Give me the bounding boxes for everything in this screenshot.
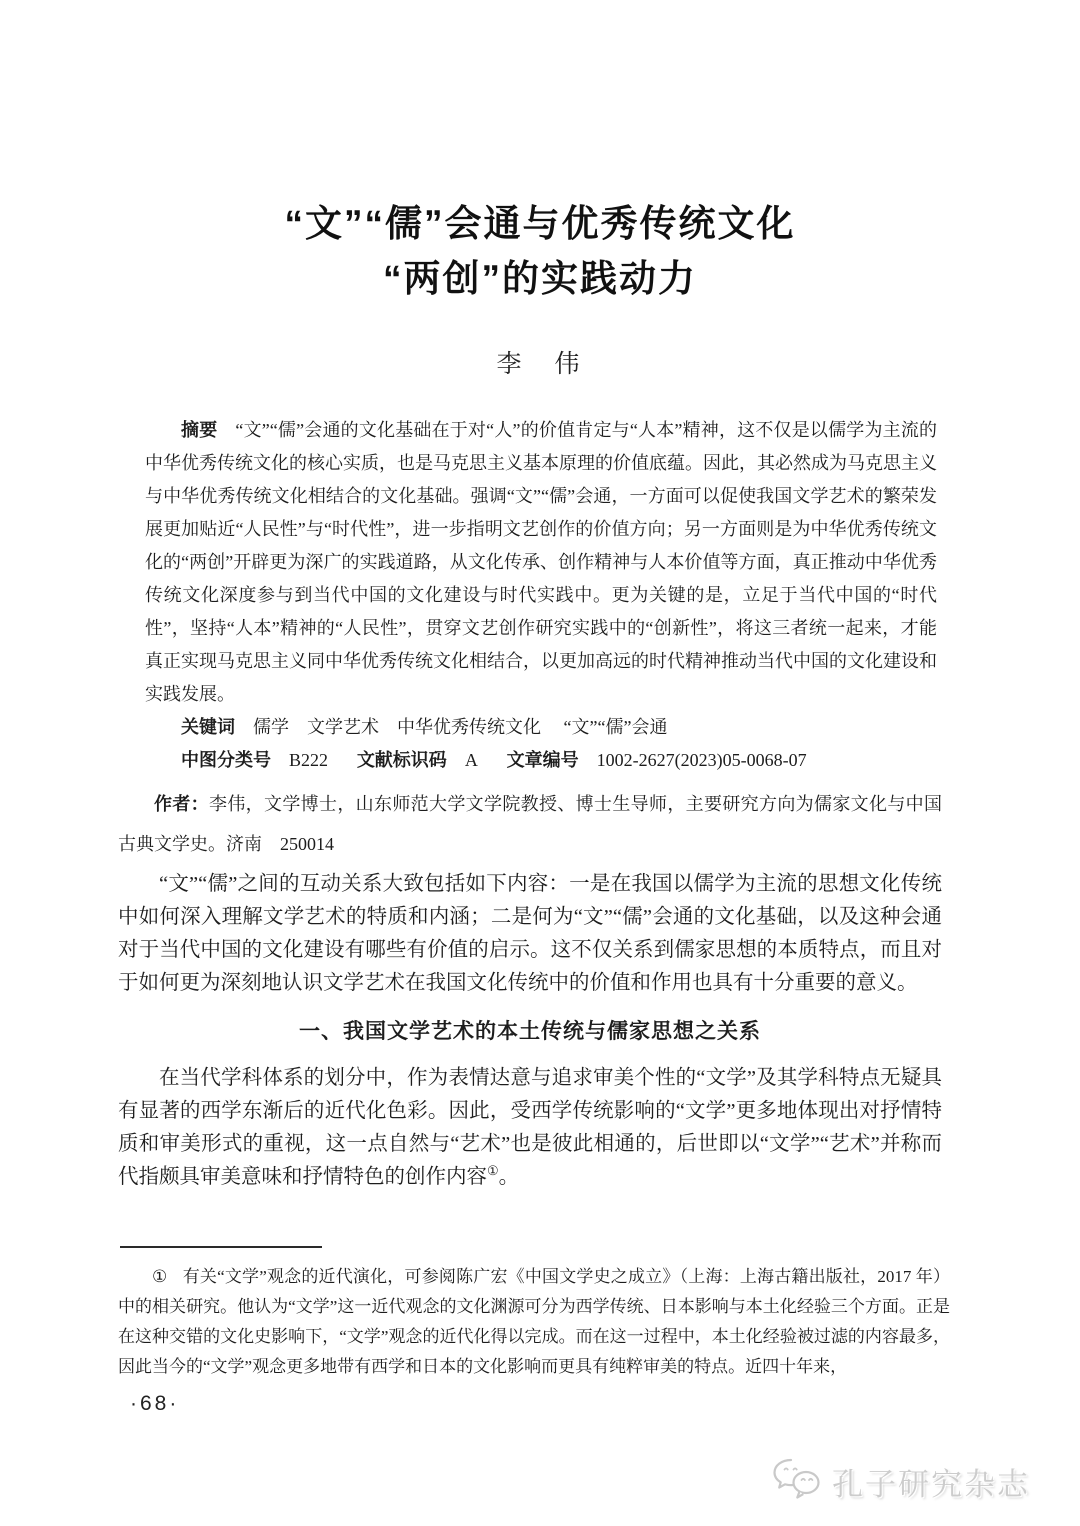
- abstract-paragraph: [145, 414, 937, 711]
- footnote-marker: ①: [152, 1267, 168, 1286]
- wechat-icon: [772, 1458, 822, 1505]
- abstract-text: “文”“儒”会通的文化基础在于对“人”的价值肯定与“人本”精神，这不仅是以儒学为主流的中华优秀传统文化的核心实质，也是马克思主义基本原理的价值底蕴。因此，其必然成为马克思主义与中华优秀传统文化相结合的文化基础。强调“文”“儒”会通，一方面可以促使我国文学艺术的繁荣发展更加贴近“人民性”与“时代性”，进一步指明文艺创作的价值方向；另一方面则是为中华优秀传统文化的“两创”开辟更为深广的实践道路，从文化传承、创作精神与人本价值等方面，真正推动中华优秀传统文化深度参与到当代中国的文化建设与时代实践中。更为关键的是，立足于当代中国的“时代性”，坚持“人本”精神的“人民性”，贯穿文艺创作研究实践中的“创新性”，将这三者统一起来，才能真正实现马克思主义同中华优秀传统文化相结合，以更加高远的时代精神推动当代中国的文化建设和实践发展。: [145, 420, 938, 704]
- footnote-ref-mark: ①: [487, 1163, 499, 1179]
- author-note: [118, 784, 942, 864]
- abstract-label: 摘要: [181, 420, 218, 440]
- author-name: 李 伟: [496, 351, 584, 378]
- author-note-label: 作者：: [154, 794, 209, 814]
- abstract-section: [145, 414, 937, 777]
- author-note-paragraph: [118, 784, 942, 864]
- keywords-label: 关键词: [181, 717, 235, 737]
- body-paragraph-2-tail: 。: [498, 1166, 520, 1188]
- body-paragraph-2-text: 在当代学科体系的划分中，作为表情达意与追求审美个性的“文学”及其学科特点无疑具有显著的西学东渐后的近代化色彩。因此，受西学传统影响的“文学”更多地体现出对抒情特质和审美形式的重视，这一点自然与“艺术”也是彼此相通的，后世即以“文学”“艺术”并称而代指颇具审美意味和抒情特色的创作内容: [118, 1067, 942, 1188]
- page-number: ·68·: [130, 1392, 180, 1415]
- body-paragraph-2: [118, 1062, 942, 1194]
- clc-value: B222: [289, 750, 329, 770]
- title-line-2: “两创”的实践动力: [383, 258, 697, 299]
- classification-line: [145, 744, 937, 777]
- article-id-label: 文章编号: [506, 750, 579, 770]
- watermark-text: 孔子研究杂志: [832, 1467, 1030, 1502]
- footnote-section: [118, 1246, 950, 1382]
- keywords-list: 儒学 文学艺术 中华优秀传统文化 “文”“儒”会通: [253, 717, 668, 737]
- footnote-divider: [120, 1246, 322, 1248]
- body-section: [118, 868, 942, 1194]
- clc-label: 中图分类号: [181, 750, 271, 770]
- footnote-text: 有关“文学”观念的近代演化，可参阅陈广宏《中国文学史之成立》（上海：上海古籍出版社，2017 年）中的相关研究。他认为“文学”这一近代观念的文化渊源可分为西学传统、日本影响与本土化经验三个方面。正是在这种交错的文化史影响下，“文学”观念的近代化得以完成。而在这一过程中，本土化经验被过滤的内容最多，因此当今的“文学”观念更多地带有西学和日本的文化影响而更具有纯粹审美的特点。近四十年来，: [118, 1267, 950, 1376]
- body-paragraph-1: “文”“儒”之间的互动关系大致包括如下内容：一是在我国以儒学为主流的思想文化传统中如何深入理解文学艺术的特质和内涵；二是何为“文”“儒”会通的文化基础，以及这种会通对于当代中国的文化建设有哪些有价值的启示。这不仅关系到儒家思想的本质特点，而且对于如何更为深刻地认识文学艺术在我国文化传统中的价值和作用也具有十分重要的意义。: [118, 873, 942, 994]
- footnote-paragraph: [118, 1262, 950, 1382]
- page-title: [0, 196, 1080, 306]
- doc-code-label: 文献标识码: [356, 750, 447, 770]
- author-note-text: 李伟，文学博士，山东师范大学文学院教授、博士生导师，主要研究方向为儒家文化与中国古典文学史。济南 250014: [118, 794, 942, 854]
- title-line-1: “文”“儒”会通与优秀传统文化: [284, 203, 796, 244]
- doc-code-value: A: [464, 750, 478, 770]
- article-id-value: 1002-2627(2023)05-0068-07: [596, 750, 807, 770]
- section-heading-1: 一、我国文学艺术的本土传统与儒家思想之关系: [299, 1019, 761, 1043]
- journal-watermark: [772, 1458, 1030, 1505]
- keywords-line: [145, 711, 937, 744]
